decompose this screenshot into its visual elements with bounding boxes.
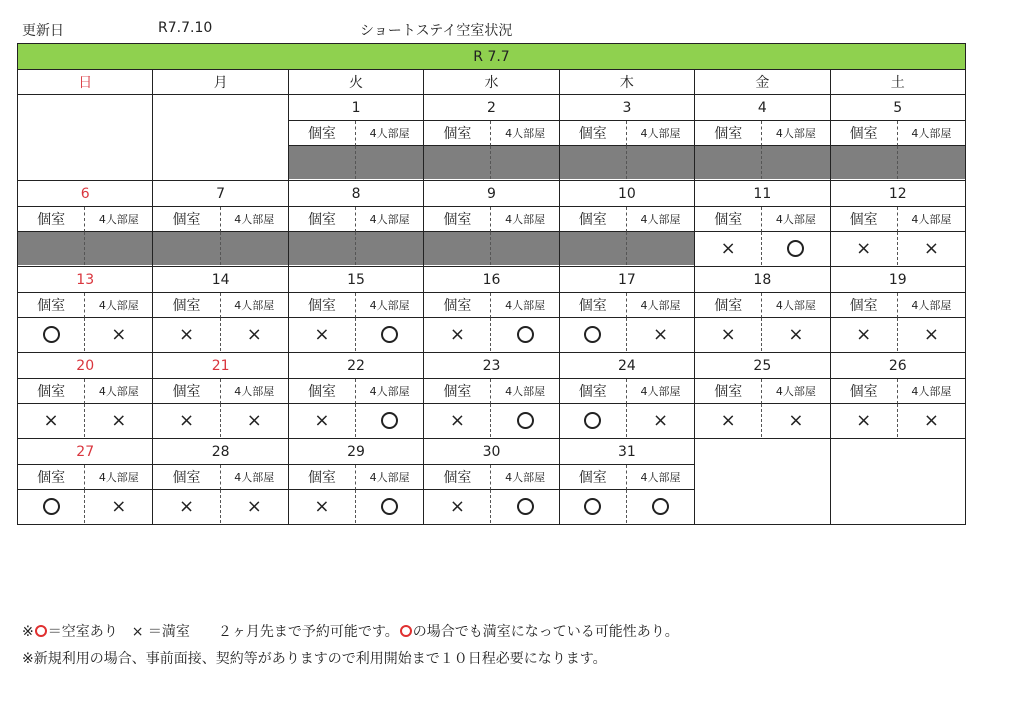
weekday-header: 土 — [830, 70, 965, 95]
full-cross-icon: × — [856, 324, 872, 345]
day-number: 10 — [560, 181, 694, 207]
week-row — [18, 267, 966, 353]
quad-status-full — [627, 318, 694, 351]
quad-status-unavailable — [85, 232, 152, 265]
quad-status-available — [356, 490, 423, 523]
day-cell — [424, 439, 559, 525]
quad-room-label: 4人部屋 — [898, 293, 965, 318]
quad-status-unavailable — [627, 232, 694, 265]
private-room-label: 個室 — [18, 293, 85, 318]
private-status-unavailable — [695, 146, 762, 179]
note-legend-text: ＝空室あり × ＝満室 ２ヶ月先まで予約可能です。 — [47, 624, 399, 640]
full-cross-icon: × — [314, 324, 330, 345]
quad-room-label: 4人部屋 — [762, 379, 829, 404]
quad-status-full — [221, 490, 288, 523]
full-cross-icon: × — [111, 324, 127, 345]
private-room-label: 個室 — [831, 121, 898, 146]
quad-room-label: 4人部屋 — [627, 379, 694, 404]
quad-status-full — [221, 404, 288, 437]
available-circle-icon — [35, 625, 47, 637]
private-status-available — [560, 404, 627, 437]
day-cell — [153, 439, 288, 525]
available-circle-icon — [43, 326, 60, 343]
private-room-label: 個室 — [424, 293, 491, 318]
day-number: 17 — [560, 267, 694, 293]
quad-status-available — [356, 404, 423, 437]
day-number: 24 — [560, 353, 694, 379]
quad-status-available — [491, 490, 558, 523]
day-cell — [559, 95, 694, 181]
private-status-full — [289, 490, 356, 523]
quad-status-unavailable — [762, 146, 829, 179]
full-cross-icon: × — [246, 410, 262, 431]
day-number: 20 — [18, 353, 152, 379]
day-number: 12 — [831, 181, 965, 207]
day-cell — [424, 353, 559, 439]
day-cell — [288, 439, 423, 525]
updated-date: R7.7.10 — [158, 20, 213, 36]
day-cell — [830, 267, 965, 353]
full-cross-icon: × — [923, 238, 939, 259]
available-circle-icon — [43, 498, 60, 515]
day-number: 3 — [560, 95, 694, 121]
private-status-available — [560, 490, 627, 523]
day-number: 18 — [695, 267, 829, 293]
day-cell — [18, 267, 153, 353]
private-status-full — [424, 490, 491, 523]
private-room-label: 個室 — [560, 465, 627, 490]
day-number: 1 — [289, 95, 423, 121]
available-circle-icon — [584, 498, 601, 515]
full-cross-icon: × — [43, 410, 59, 431]
quad-status-full — [221, 318, 288, 351]
day-number: 14 — [153, 267, 287, 293]
quad-status-full — [762, 404, 829, 437]
private-status-full — [695, 404, 762, 437]
quad-room-label: 4人部屋 — [491, 293, 558, 318]
day-number: 29 — [289, 439, 423, 465]
quad-status-available — [356, 318, 423, 351]
note-line: ※新規利用の場合、事前面接、契約等がありますので利用開始まで１０日程必要になります。 — [22, 651, 607, 667]
quad-room-label: 4人部屋 — [356, 379, 423, 404]
private-status-full — [695, 232, 762, 265]
full-cross-icon: × — [720, 410, 736, 431]
private-status-full — [831, 232, 898, 265]
private-room-label: 個室 — [424, 207, 491, 232]
week-row — [18, 181, 966, 267]
note-legend-text-2: の場合でも満室になっている可能性あり。 — [412, 624, 679, 640]
private-status-unavailable — [424, 232, 491, 265]
private-room-label: 個室 — [424, 121, 491, 146]
day-cell — [424, 181, 559, 267]
available-circle-icon — [652, 498, 669, 515]
quad-room-label: 4人部屋 — [491, 379, 558, 404]
day-cell — [559, 439, 694, 525]
quad-status-full — [762, 318, 829, 351]
private-room-label: 個室 — [289, 293, 356, 318]
day-cell — [288, 95, 423, 181]
day-cell — [153, 267, 288, 353]
quad-status-full — [627, 404, 694, 437]
quad-room-label: 4人部屋 — [356, 465, 423, 490]
private-room-label: 個室 — [560, 207, 627, 232]
quad-room-label: 4人部屋 — [221, 207, 288, 232]
full-cross-icon: × — [856, 238, 872, 259]
private-status-unavailable — [18, 232, 85, 265]
quad-room-label: 4人部屋 — [85, 465, 152, 490]
full-cross-icon: × — [178, 496, 195, 517]
day-number: 27 — [18, 439, 152, 465]
quad-room-label: 4人部屋 — [762, 293, 829, 318]
full-cross-icon: × — [449, 410, 465, 431]
quad-status-unavailable — [221, 232, 288, 265]
private-status-full — [153, 404, 220, 437]
private-status-full — [831, 404, 898, 437]
private-room-label: 個室 — [153, 293, 220, 318]
quad-status-unavailable — [356, 232, 423, 265]
week-row — [18, 439, 966, 525]
full-cross-icon: × — [923, 410, 939, 431]
day-cell — [830, 95, 965, 181]
legend-line — [22, 621, 679, 641]
private-room-label: 個室 — [18, 465, 85, 490]
private-status-full — [424, 318, 491, 351]
full-cross-icon: × — [314, 410, 330, 431]
private-status-available — [560, 318, 627, 351]
available-circle-icon — [584, 326, 601, 343]
private-room-label: 個室 — [289, 121, 356, 146]
month-title: R 7.7 — [18, 44, 966, 70]
available-circle-icon — [517, 326, 534, 343]
day-cell — [695, 95, 830, 181]
quad-room-label: 4人部屋 — [762, 121, 829, 146]
week-row — [18, 353, 966, 439]
day-number: 31 — [560, 439, 694, 465]
day-number: 23 — [424, 353, 558, 379]
quad-status-available — [491, 318, 558, 351]
available-circle-icon — [381, 326, 398, 343]
private-status-full — [289, 404, 356, 437]
available-circle-icon — [400, 625, 412, 637]
week-row — [18, 95, 966, 181]
private-status-full — [153, 318, 220, 351]
quad-room-label: 4人部屋 — [356, 293, 423, 318]
day-cell — [18, 181, 153, 267]
quad-status-full — [85, 318, 152, 351]
weekday-header: 火 — [288, 70, 423, 95]
day-number: 25 — [695, 353, 829, 379]
private-status-unavailable — [289, 146, 356, 179]
day-number: 2 — [424, 95, 558, 121]
private-room-label: 個室 — [695, 121, 762, 146]
private-room-label: 個室 — [153, 207, 220, 232]
available-circle-icon — [517, 498, 534, 515]
vacancy-calendar — [17, 43, 966, 525]
day-cell — [424, 95, 559, 181]
day-number: 11 — [695, 181, 829, 207]
quad-status-unavailable — [491, 232, 558, 265]
quad-room-label: 4人部屋 — [491, 207, 558, 232]
empty-day-cell — [830, 439, 965, 525]
quad-room-label: 4人部屋 — [221, 379, 288, 404]
quad-room-label: 4人部屋 — [85, 379, 152, 404]
day-number: 30 — [424, 439, 558, 465]
available-circle-icon — [584, 412, 601, 429]
quad-status-unavailable — [491, 146, 558, 179]
private-status-full — [153, 490, 220, 523]
private-room-label: 個室 — [18, 207, 85, 232]
day-cell — [288, 353, 423, 439]
private-room-label: 個室 — [289, 465, 356, 490]
private-status-unavailable — [831, 146, 898, 179]
empty-day-cell — [18, 95, 153, 181]
full-cross-icon: × — [246, 324, 262, 345]
quad-room-label: 4人部屋 — [356, 207, 423, 232]
private-status-unavailable — [424, 146, 491, 179]
private-room-label: 個室 — [560, 293, 627, 318]
quad-room-label: 4人部屋 — [898, 379, 965, 404]
full-cross-icon: × — [111, 496, 127, 517]
empty-day-cell — [153, 95, 288, 181]
quad-room-label: 4人部屋 — [221, 465, 288, 490]
private-room-label: 個室 — [560, 379, 627, 404]
day-number: 22 — [289, 353, 423, 379]
private-room-label: 個室 — [695, 379, 762, 404]
day-cell — [288, 267, 423, 353]
quad-room-label: 4人部屋 — [221, 293, 288, 318]
full-cross-icon: × — [652, 324, 669, 345]
private-status-full — [18, 404, 85, 437]
full-cross-icon: × — [720, 324, 736, 345]
private-status-unavailable — [289, 232, 356, 265]
available-circle-icon — [517, 412, 534, 429]
quad-room-label: 4人部屋 — [491, 121, 558, 146]
day-cell — [559, 353, 694, 439]
available-circle-icon — [381, 498, 398, 515]
quad-status-unavailable — [627, 146, 694, 179]
private-room-label: 個室 — [424, 465, 491, 490]
quad-status-unavailable — [898, 146, 965, 179]
day-number: 13 — [18, 267, 152, 293]
day-number: 16 — [424, 267, 558, 293]
day-cell — [18, 439, 153, 525]
quad-status-full — [898, 232, 965, 265]
full-cross-icon: × — [449, 496, 465, 517]
day-number: 6 — [18, 181, 152, 207]
quad-status-available — [762, 232, 829, 265]
private-status-unavailable — [153, 232, 220, 265]
day-cell — [695, 181, 830, 267]
full-cross-icon: × — [652, 410, 669, 431]
day-number: 9 — [424, 181, 558, 207]
weekday-header: 水 — [424, 70, 559, 95]
day-number: 5 — [831, 95, 965, 121]
updated-label: 更新日 — [22, 23, 64, 39]
private-status-full — [289, 318, 356, 351]
day-cell — [695, 353, 830, 439]
day-cell — [830, 353, 965, 439]
day-number: 4 — [695, 95, 829, 121]
available-circle-icon — [381, 412, 398, 429]
day-cell — [424, 267, 559, 353]
quad-status-available — [491, 404, 558, 437]
quad-room-label: 4人部屋 — [627, 465, 694, 490]
private-room-label: 個室 — [831, 293, 898, 318]
full-cross-icon: × — [720, 238, 736, 259]
quad-status-full — [85, 490, 152, 523]
day-number: 21 — [153, 353, 287, 379]
day-number: 26 — [831, 353, 965, 379]
day-cell — [830, 181, 965, 267]
private-room-label: 個室 — [695, 293, 762, 318]
day-cell — [559, 181, 694, 267]
full-cross-icon: × — [246, 496, 262, 517]
quad-room-label: 4人部屋 — [627, 121, 694, 146]
quad-room-label: 4人部屋 — [356, 121, 423, 146]
private-status-full — [424, 404, 491, 437]
day-number: 15 — [289, 267, 423, 293]
day-cell — [288, 181, 423, 267]
weekday-row — [18, 70, 966, 95]
quad-room-label: 4人部屋 — [762, 207, 829, 232]
full-cross-icon: × — [923, 324, 939, 345]
full-cross-icon: × — [314, 496, 330, 517]
quad-status-available — [627, 490, 694, 523]
private-room-label: 個室 — [831, 207, 898, 232]
weekday-header: 木 — [559, 70, 694, 95]
quad-room-label: 4人部屋 — [491, 465, 558, 490]
private-room-label: 個室 — [560, 121, 627, 146]
private-room-label: 個室 — [695, 207, 762, 232]
empty-day-cell — [695, 439, 830, 525]
day-number: 28 — [153, 439, 287, 465]
day-number: 19 — [831, 267, 965, 293]
full-cross-icon: × — [449, 324, 465, 345]
private-room-label: 個室 — [424, 379, 491, 404]
day-cell — [559, 267, 694, 353]
quad-room-label: 4人部屋 — [898, 121, 965, 146]
private-room-label: 個室 — [153, 379, 220, 404]
quad-status-full — [85, 404, 152, 437]
private-room-label: 個室 — [153, 465, 220, 490]
quad-status-unavailable — [356, 146, 423, 179]
quad-room-label: 4人部屋 — [898, 207, 965, 232]
private-status-available — [18, 318, 85, 351]
private-status-full — [831, 318, 898, 351]
full-cross-icon: × — [111, 410, 127, 431]
day-number: 8 — [289, 181, 423, 207]
private-status-available — [18, 490, 85, 523]
day-cell — [695, 267, 830, 353]
day-number: 7 — [153, 181, 287, 207]
quad-room-label: 4人部屋 — [627, 293, 694, 318]
full-cross-icon: × — [178, 324, 195, 345]
private-room-label: 個室 — [289, 207, 356, 232]
private-status-unavailable — [560, 232, 627, 265]
full-cross-icon: × — [788, 324, 804, 345]
private-status-unavailable — [560, 146, 627, 179]
day-cell — [18, 353, 153, 439]
quad-status-full — [898, 318, 965, 351]
month-row — [18, 44, 966, 70]
note-mark: ※ — [22, 624, 34, 640]
quad-status-full — [898, 404, 965, 437]
full-cross-icon: × — [178, 410, 195, 431]
weekday-header: 金 — [695, 70, 830, 95]
private-room-label: 個室 — [18, 379, 85, 404]
private-room-label: 個室 — [289, 379, 356, 404]
day-cell — [153, 353, 288, 439]
page-title: ショートステイ空室状況 — [360, 23, 513, 39]
weekday-header: 日 — [18, 70, 153, 95]
weekday-header: 月 — [153, 70, 288, 95]
day-cell — [153, 181, 288, 267]
quad-room-label: 4人部屋 — [85, 293, 152, 318]
quad-room-label: 4人部屋 — [627, 207, 694, 232]
full-cross-icon: × — [856, 410, 872, 431]
private-room-label: 個室 — [831, 379, 898, 404]
available-circle-icon — [787, 240, 804, 257]
private-status-full — [695, 318, 762, 351]
full-cross-icon: × — [788, 410, 804, 431]
quad-room-label: 4人部屋 — [85, 207, 152, 232]
